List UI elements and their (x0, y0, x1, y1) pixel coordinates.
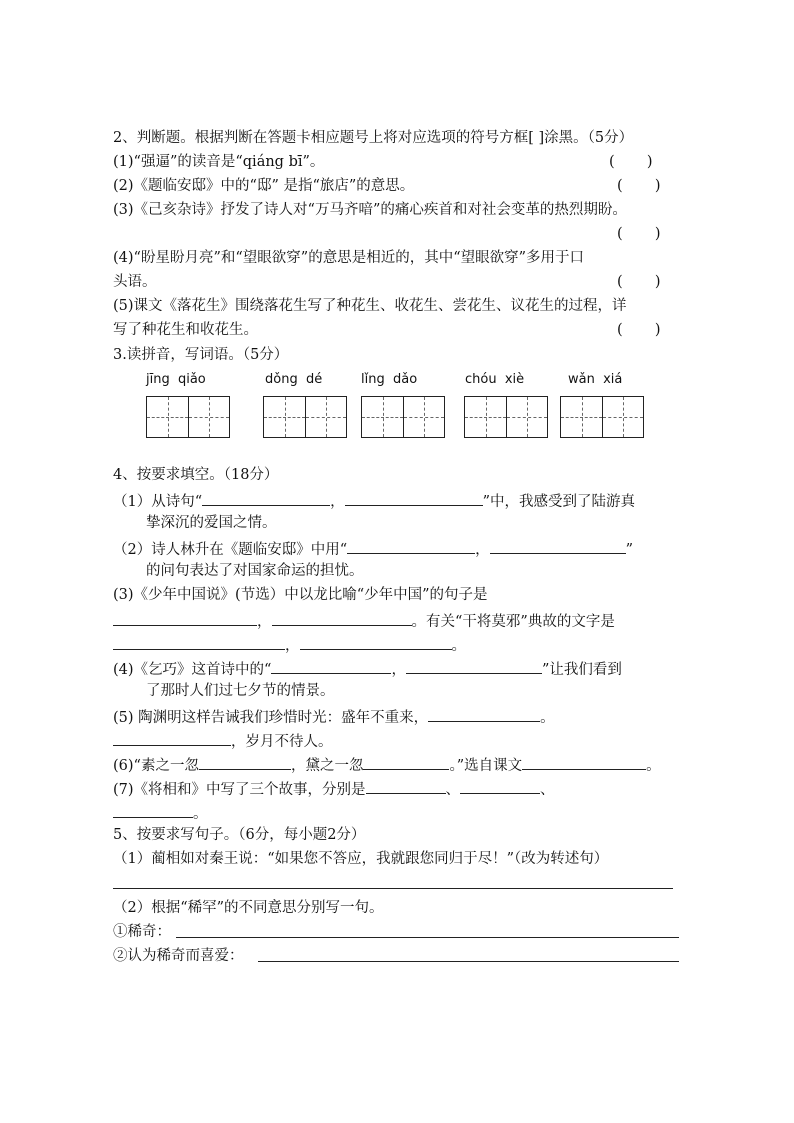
q4-item-3-mid: 。有关“干将莫邪”典故的文字是 (411, 614, 615, 630)
q2-item-4: (4)“盼星盼月亮”和“望眼欲穿”的意思是相近的，其中“望眼欲穿”多用于口 (113, 250, 585, 266)
q4-item-5-suffix: ，岁月不待人。 (231, 734, 333, 750)
pinyin-3: lǐng dǎo (361, 372, 418, 387)
answer-paren-5[interactable]: ( ) (617, 322, 661, 338)
fill-blank[interactable] (490, 537, 626, 554)
enumeration-comma: 、 (540, 782, 555, 798)
q4-item-1 (113, 489, 635, 512)
q4-item-6 (113, 753, 661, 776)
fill-blank[interactable] (113, 609, 257, 626)
tianzige-box-4[interactable] (464, 396, 548, 438)
q4-item-1-cont: 挚深沉的爱国之情。 (146, 515, 277, 531)
fill-blank[interactable] (347, 537, 475, 554)
q4-item-4-cont: 了那时人们过七夕节的情景。 (146, 683, 335, 699)
q5-item-2b-label: ②认为稀奇而喜爱： (113, 948, 244, 964)
period: 。 (540, 710, 555, 726)
fill-blank[interactable] (345, 489, 483, 506)
tianzige-box-3[interactable] (361, 396, 445, 438)
fill-blank[interactable] (113, 801, 193, 818)
fill-blank[interactable] (363, 753, 449, 770)
q4-heading: 4、按要求填空。（18分） (113, 467, 279, 483)
fill-blank[interactable] (406, 657, 542, 674)
answer-paren-3[interactable]: ( ) (617, 226, 661, 242)
tianzige-box-5[interactable] (560, 396, 644, 438)
fill-blank[interactable] (113, 729, 231, 746)
pinyin-4: chóu xiè (465, 372, 525, 387)
comma: ， (257, 614, 272, 630)
q4-item-7-prefix: (7)《将相和》中写了三个故事，分别是 (113, 782, 366, 798)
fill-blank[interactable] (428, 705, 540, 722)
q4-item-4-prefix: (4)《乞巧》这首诗中的“ (113, 662, 272, 678)
period: 。 (646, 758, 661, 774)
pinyin-2: dǒng dé (265, 372, 323, 387)
q5-item-2: （2）根据“稀罕”的不同意思分别写一句。 (113, 900, 384, 916)
fill-blank[interactable] (460, 777, 540, 794)
q4-item-5-prefix: (5) 陶渊明这样告诫我们珍惜时光：盛年不重来， (113, 710, 429, 726)
answer-paren-2[interactable]: ( ) (617, 178, 661, 194)
tianzige-box-1[interactable] (146, 396, 230, 438)
q4-item-6-source: 。”选自课文 (449, 758, 523, 774)
enumeration-comma: 、 (445, 782, 461, 798)
pinyin-1: jīng qiǎo (146, 372, 206, 387)
answer-paren-4[interactable]: ( ) (617, 274, 661, 290)
q2-item-5-cont: 写了种花生和收花生。 (113, 322, 258, 338)
q4-item-4 (113, 657, 622, 680)
quote-close: ” (625, 542, 634, 558)
q4-item-3: (3)《少年中国说》(节选）中以龙比喻“少年中国”的句子是 (113, 587, 488, 603)
comma: ， (391, 662, 406, 678)
fill-blank[interactable] (522, 753, 646, 770)
q2-item-2: (2)《题临安邸》中的“邸” 是指“旅店”的意思。 (113, 178, 415, 194)
q4-item-6-mid: ，黛之一忽 (290, 758, 364, 774)
fill-blank[interactable] (202, 489, 330, 506)
q5-heading: 5、按要求写句子。（6分，每小题2分） (113, 827, 366, 843)
fill-blank[interactable] (113, 633, 285, 650)
answer-line-2b[interactable] (258, 961, 679, 962)
q4-item-5 (113, 705, 555, 728)
q4-item-2-prefix: （2）诗人林升在《题临安邸》中用“ (113, 542, 348, 558)
q4-item-2-cont: 的问句表达了对国家命运的担忧。 (146, 563, 364, 579)
period: 。 (193, 806, 208, 822)
q4-item-3-line-3 (113, 633, 466, 656)
fill-blank[interactable] (300, 633, 452, 650)
comma: ， (285, 638, 300, 654)
q4-item-1-prefix: （1）从诗句“ (113, 494, 203, 510)
q3-heading: 3.读拼音，写词语。（5分） (113, 347, 289, 363)
pinyin-5: wǎn xiá (568, 372, 623, 387)
answer-line-1[interactable] (113, 888, 673, 889)
fill-blank[interactable] (271, 657, 391, 674)
q4-item-5-line-2 (113, 729, 333, 752)
comma: ， (330, 494, 345, 510)
period: 。 (451, 638, 466, 654)
q5-item-1: （1）蔺相如对秦王说：“如果您不答应，我就跟您同归于尽！”（改为转述句） (113, 851, 609, 867)
q4-item-1-suffix: ”中，我感受到了陆游真 (482, 494, 636, 510)
q2-item-1: (1)“强逼”的读音是“qiáng bī”。 (113, 154, 325, 170)
fill-blank[interactable] (366, 777, 446, 794)
q4-item-7 (113, 777, 555, 800)
q4-item-6-prefix: (6)“素之一忽 (113, 758, 199, 774)
q4-item-3-line-2 (113, 609, 615, 632)
comma: ， (475, 542, 490, 558)
q5-item-2a-label: ①稀奇： (113, 924, 171, 940)
tianzige-box-2[interactable] (263, 396, 347, 438)
q2-item-5: (5)课文《落花生》围绕落花生写了种花生、收花生、尝花生、议花生的过程，详 (113, 298, 627, 314)
q4-item-4-suffix: ”让我们看到 (541, 662, 622, 678)
answer-line-2a[interactable] (176, 937, 679, 938)
fill-blank[interactable] (272, 609, 412, 626)
fill-blank[interactable] (199, 753, 291, 770)
answer-paren-1[interactable]: ( ) (609, 154, 653, 170)
q4-item-7-line-2 (113, 801, 208, 824)
q2-heading: 2、判断题。根据判断在答题卡相应题号上将对应选项的符号方框[ ]涂黑。（5分） (113, 130, 634, 146)
q2-item-4-cont: 头语。 (113, 274, 157, 290)
q4-item-2 (113, 537, 633, 560)
q2-item-3: (3)《己亥杂诗》抒发了诗人对“万马齐喑”的痛心疾首和对社会变革的热烈期盼。 (113, 202, 627, 218)
